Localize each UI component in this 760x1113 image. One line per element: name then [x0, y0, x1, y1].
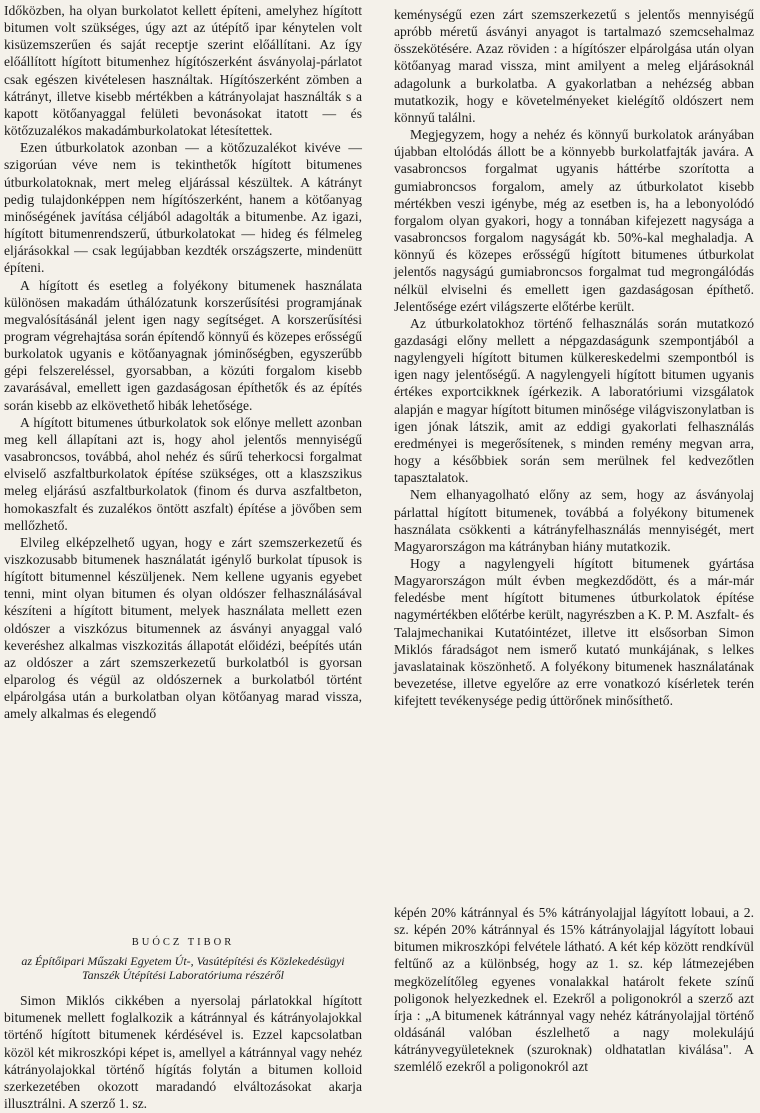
paragraph: képén 20% kátránnyal és 5% kátrányolajjal lágyított lobaui, a 2. sz. képén 20% kátránnyal és 15% kátrányolajjal lágyított lobaui bitumen mikroszkópi felvétele látható. A két kép között rendkívül feltűnő az a különbség, hogy az 1. sz. kép látmezejében megközelítőleg egyenes vonalakkal határolt fekete színű poligonok helyezkednek el. Ezekről a poligonokról a szerző azt írja : „A bitumenek kátránnyal vagy nehéz kátrányolajjal történő oldásánál valóban észlelhető a nagy molekulájú kátrányvegyületeknek (szuroknak) oldhatatlan kiválása". A szemlélő ezekről a poligonokról azt: [394, 905, 754, 1075]
author-name: BUÓCZ TIBOR: [131, 937, 235, 948]
comment-left-column: [4, 934, 362, 1112]
byline: [4, 934, 362, 982]
article-left-column: [4, 2, 362, 723]
paragraph: A hígított és esetleg a folyékony bitumenek használata különösen makadám úthálózatunk korszerűsítési programjának megvalósításánál jelent igen nagy segítséget. A korszerűsítési program végrehajtása során építendő könnyű és közepes erősségű burkolatok ugyanis e kötőanyagnak jóminőségben, egyszerűbb gépi felszereléssel, gyorsabban, a közúti forgalom kisebb zavarásával, emellett igen gazdaságosan építhetők és az építés során kisebb az elkövethető hibák lehetősége.: [4, 277, 362, 413]
comment-right-column: [394, 904, 754, 1076]
paragraph: Megjegyzem, hogy a nehéz és könnyű burkolatok arányában újabban eltolódás állott be a könnyebb burkolatfajták javára. A vasabroncsos forgalmat ugyanis háttérbe szorította a gumiabroncsos forgalom, amely az útburkolatot kisebb mértékben veszi igénybe, még az esetben is, ha a lebonyolódó forgalom olyan gyakori, hogy a tonnában kifejezett nagysága a vasabroncsos forgalom nagyságát kb. 50%-kal meghaladja. A könnyű és közepes erősségű hígított bitumenes útburkolat jelentős nagyságú gumiabroncsos forgalmat tud megrongálódás nélkül elviselni és emellett igen gazdaságosan építhető. Jelentősége ezért világszerte előtérbe került.: [394, 127, 754, 314]
paragraph: Nem elhanyagolható előny az sem, hogy az ásványolaj párlattal hígított bitumenek, továbbá a folyékony bitumenek használata csökkenti a kátrányfelhasználás mennyiségét, mert Magyarországon ma kátrányban hiány mutatkozik.: [394, 487, 754, 554]
paragraph: Elvileg elképzelhető ugyan, hogy e zárt szemszerkezetű és viszkozusabb bitumenek használatát igénylő burkolat típusok is hígított bitumennel készüljenek. Nem kellene ugyanis egyebet tenni, mint olyan bitumen és olyan oldószer felhasználásával készíteni a hígított bitument, melyek használata mellett ezen oldószer a viszkózus bitumennek az ásványi anyaggal való keveréshez alkalmas viszkozitás állapotát előidézi, beépítés után az oldószer a zárt szemszerkezetű burkolatból is gyorsan elparolog és végül az oldószernek a burkolatból történt elpárolgása után a burkolatban olyan kötőanyag marad vissza, amely alkalmas és elegendő: [4, 534, 362, 722]
paragraph: Az útburkolatokhoz történő felhasználás során mutatkozó gazdasági előny mellett a népgazdaságunk szempontjából a nagylengyeli hígított bitumen külkereskedelmi szempontból is igen nagy jelentőségű. A nagylengyeli hígított bitumen ugyanis értékes exportcikknek ígérkezik. A laboratóriumi vizsgálatok alapján e magyar hígított bitumen minősége világviszonylatban is igen jónak látszik, amit az eddigi gyakorlati felhasználás eredményei is megerősítenek, s minden remény megvan arra, hogy a későbbiek során sem merülnek fel kedvezőtlen tapasztalatok.: [394, 315, 754, 486]
author-affiliation: az Építőipari Műszaki Egyetem Út-, Vasútépítési és Közlekedésügyi Tanszék Útépítési Laboratóriuma részéről: [21, 954, 345, 983]
paragraph: keménységű ezen zárt szemszerkezetű s jelentős mennyiségű apróbb méretű ásványi anyagot is tartalmazó szemcsehalmaz összekötésére. Azaz röviden : a hígítószer elpárolgása után olyan kötőanyag marad vissza, mint amilyent a meleg eljárásoknál adagolunk a burkolatba. A gyakorlatban a nehézség abban mutatkozik, hogy e követelményeket kielégítő oldószert nem könnyű találni.: [394, 7, 754, 125]
paragraph: Ezen útburkolatok azonban — a kötőzuzalékot kivéve — szigorúan véve nem is tekinthetők hígított bitumenes útburkolatoknak, mert meleg eljárással készültek. A kátrányt pedig tulajdonképpen nem hígítószerként, hanem a kötőanyag minőségének javítása céljából adagolták a bitumenbe. Az igazi, hígított bitumenrendszerű, útburkolatokat — hideg és félmeleg eljárásokkal — csak legújabban kezdték országszerte, mindenütt építeni.: [4, 140, 362, 276]
article-right-column: [394, 6, 754, 709]
paragraph: Időközben, ha olyan burkolatot kellett építeni, amelyhez hígított bitumen volt szükséges, úgy azt az útépítő ipar kénytelen volt kisüzemszerűen és saját receptje szerint előállítani. Az így előállított hígított bitumenhez hígítószerként ásványolaj-párlatot csak egészen kivételesen használtak. Hígítószerként zömben a kátrányt, illetve kisebb mértékben a kátrányolajat használták s a kapott kötőanyaggal felületi bevonásokat itatott — és kötőzuzalékos makadámburkolatokat létesítettek.: [4, 3, 362, 139]
paragraph: Hogy a nagylengyeli hígított bitumenek gyártása Magyarországon múlt évben megkezdődött, és a már-már feledésbe ment hígított bitumenes útburkolatok építése nagymértékben előtérbe került, nagyrészben a K. P. M. Aszfalt- és Talajmechanikai Kutatóintézet, illetve itt elsősorban Simon Miklós fáradságot nem ismerő kutató munkájának, s lelkes javaslatainak köszönhető. A folyékony bitumenek használatának bevezetése, illetve egyelőre az erre vonatkozó kísérletek terén kifejtett tevékenysége pedig úttörőnek minősíthető.: [394, 556, 754, 709]
paragraph: A hígított bitumenes útburkolatok sok előnye mellett azonban meg kell állapítani azt is, hogy ahol jelentős mennyiségű vasabroncsos, továbbá, ahol nehéz és sűrű teherkocsi forgalmat elviselő aszfaltburkolatok építése szükséges, ott a klaszszikus meleg eljárású aszfaltburkolatok (finom és durva aszfaltbeton, homokaszfalt és zuzalékos öntött aszfalt) építése a jövőben sem mellőzhető.: [4, 414, 362, 533]
paragraph: Simon Miklós cikkében a nyersolaj párlatokkal hígított bitumenek mellett foglalkozik a kátránnyal és kátrányolajokkal történő hígított bitumenek kérdésével is. Ezzel kapcsolatban közöl két mikroszkópi képet is, amellyel a kátránnyal vagy nehéz kátrányolajokkal történő hígítás folytán a bitumen kolloid szerkezetében okozott maradandó elváltozásokat akarja illusztrálni. A szerző 1. sz.: [4, 993, 362, 1112]
